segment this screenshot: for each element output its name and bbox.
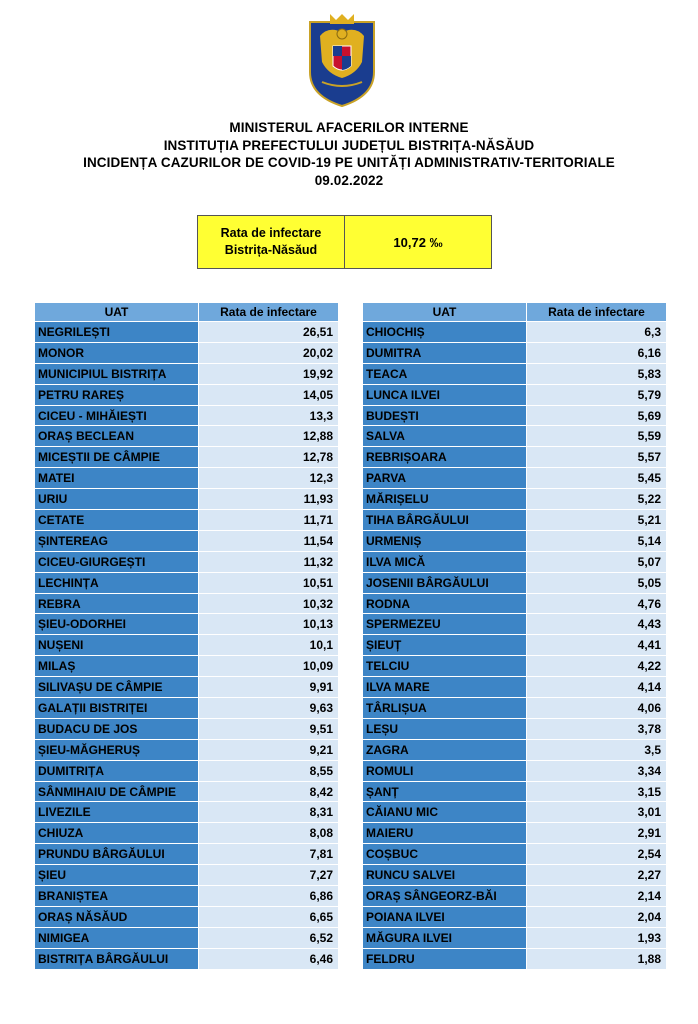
table-row xyxy=(35,468,339,489)
infection-rate: 4,06 xyxy=(527,698,667,719)
uat-name: DUMITRA xyxy=(363,342,527,363)
uat-name: BISTRIȚA BÂRGĂULUI xyxy=(35,948,199,969)
infection-rate: 3,5 xyxy=(527,739,667,760)
report-date: 09.02.2022 xyxy=(314,172,384,188)
uat-name: PARVA xyxy=(363,468,527,489)
table-row xyxy=(363,698,667,719)
infection-rate: 5,69 xyxy=(527,405,667,426)
uat-name: MAIERU xyxy=(363,823,527,844)
table-row xyxy=(363,551,667,572)
infection-rate: 5,05 xyxy=(527,572,667,593)
infection-rate: 12,78 xyxy=(199,447,339,468)
uat-name: ILVA MARE xyxy=(363,677,527,698)
infection-rate: 26,51 xyxy=(199,322,339,343)
table-row xyxy=(363,342,667,363)
uat-name: ORAȘ BECLEAN xyxy=(35,426,199,447)
table-row xyxy=(363,468,667,489)
uat-name: DUMITRIȚA xyxy=(35,760,199,781)
infection-rate: 8,55 xyxy=(199,760,339,781)
county-rate-label: Rata de infectare Bistrița-Năsăud xyxy=(198,216,345,268)
table-row xyxy=(35,530,339,551)
uat-name: GALAȚII BISTRIȚEI xyxy=(35,698,199,719)
infection-rate: 10,13 xyxy=(199,614,339,635)
uat-name: POIANA ILVEI xyxy=(363,906,527,927)
table-row xyxy=(363,844,667,865)
infection-rate: 3,15 xyxy=(527,781,667,802)
uat-name: PRUNDU BÂRGĂULUI xyxy=(35,844,199,865)
uat-name: ȘINTEREAG xyxy=(35,530,199,551)
uat-name: MONOR xyxy=(35,342,199,363)
table-row xyxy=(35,447,339,468)
table-row xyxy=(363,405,667,426)
infection-rate: 10,09 xyxy=(199,656,339,677)
infection-rate: 5,07 xyxy=(527,551,667,572)
infection-rate: 10,32 xyxy=(199,593,339,614)
table-row xyxy=(363,322,667,343)
table-row xyxy=(35,948,339,969)
table-row xyxy=(363,572,667,593)
uat-name: TELCIU xyxy=(363,656,527,677)
table-row xyxy=(35,656,339,677)
table-row xyxy=(363,489,667,510)
table-row xyxy=(35,718,339,739)
table-header-row xyxy=(35,303,339,322)
table-row xyxy=(35,593,339,614)
infection-rate: 8,31 xyxy=(199,802,339,823)
uat-name: TÂRLIȘUA xyxy=(363,698,527,719)
uat-name: ȘIEUȚ xyxy=(363,635,527,656)
uat-name: TEACA xyxy=(363,363,527,384)
column-header-uat: UAT xyxy=(35,303,199,322)
table-row xyxy=(35,677,339,698)
table-row xyxy=(35,405,339,426)
uat-name: ILVA MICĂ xyxy=(363,551,527,572)
infection-rate: 11,32 xyxy=(199,551,339,572)
uat-name: CETATE xyxy=(35,510,199,531)
infection-rate: 12,3 xyxy=(199,468,339,489)
infection-rate: 1,88 xyxy=(527,948,667,969)
infection-rate: 6,86 xyxy=(199,886,339,907)
uat-name: SÂNMIHAIU DE CÂMPIE xyxy=(35,781,199,802)
infection-rate: 3,34 xyxy=(527,760,667,781)
infection-rate: 5,22 xyxy=(527,489,667,510)
infection-rate: 6,46 xyxy=(199,948,339,969)
infection-rate: 2,54 xyxy=(527,844,667,865)
uat-name: ȘANȚ xyxy=(363,781,527,802)
report-title: INCIDENȚA CAZURILOR DE COVID-19 PE UNITĂȚI ADMINISTRATIV-TERITORIALE xyxy=(83,155,615,170)
infection-rate: 9,91 xyxy=(199,677,339,698)
uat-name: SPERMEZEU xyxy=(363,614,527,635)
table-row xyxy=(363,906,667,927)
table-row xyxy=(363,426,667,447)
uat-name: URIU xyxy=(35,489,199,510)
uat-name: BUDEȘTI xyxy=(363,405,527,426)
uat-name: NUȘENI xyxy=(35,635,199,656)
uat-name: REBRA xyxy=(35,593,199,614)
table-row xyxy=(35,698,339,719)
table-row xyxy=(363,865,667,886)
infection-rate: 11,71 xyxy=(199,510,339,531)
infection-rate: 6,65 xyxy=(199,906,339,927)
table-row xyxy=(363,886,667,907)
uat-name: CICEU - MIHĂIEȘTI xyxy=(35,405,199,426)
table-row xyxy=(363,656,667,677)
infection-rate: 4,76 xyxy=(527,593,667,614)
uat-name: ȘIEU-ODORHEI xyxy=(35,614,199,635)
column-header-uat: UAT xyxy=(363,303,527,322)
table-row xyxy=(35,886,339,907)
table-row xyxy=(363,593,667,614)
uat-name: RODNA xyxy=(363,593,527,614)
rates-table-right xyxy=(362,302,667,970)
uat-name: MATEI xyxy=(35,468,199,489)
infection-rate: 4,14 xyxy=(527,677,667,698)
infection-rate: 11,93 xyxy=(199,489,339,510)
uat-name: MĂRIȘELU xyxy=(363,489,527,510)
infection-rate: 8,42 xyxy=(199,781,339,802)
uat-name: MUNICIPIUL BISTRIȚA xyxy=(35,363,199,384)
uat-name: BRANIȘTEA xyxy=(35,886,199,907)
table-row xyxy=(363,739,667,760)
uat-name: JOSENII BÂRGĂULUI xyxy=(363,572,527,593)
uat-name: NIMIGEA xyxy=(35,927,199,948)
rates-table-left xyxy=(34,302,339,970)
infection-rate: 1,93 xyxy=(527,927,667,948)
county-rate-value: 10,72 ‰ xyxy=(393,234,443,250)
infection-rate: 4,41 xyxy=(527,635,667,656)
county-rate-box xyxy=(197,215,492,269)
uat-name: PETRU RAREȘ xyxy=(35,384,199,405)
table-row xyxy=(35,322,339,343)
table-row xyxy=(363,948,667,969)
uat-name: REBRIȘOARA xyxy=(363,447,527,468)
infection-rate: 19,92 xyxy=(199,363,339,384)
infection-rate: 20,02 xyxy=(199,342,339,363)
uat-name: SILIVAȘU DE CÂMPIE xyxy=(35,677,199,698)
uat-name: MICEȘTII DE CÂMPIE xyxy=(35,447,199,468)
infection-rate: 6,52 xyxy=(199,927,339,948)
infection-rate: 4,43 xyxy=(527,614,667,635)
table-row xyxy=(363,927,667,948)
uat-name: FELDRU xyxy=(363,948,527,969)
uat-name: CICEU-GIURGEȘTI xyxy=(35,551,199,572)
table-row xyxy=(363,447,667,468)
infection-rate: 9,63 xyxy=(199,698,339,719)
infection-rate: 11,54 xyxy=(199,530,339,551)
table-row xyxy=(363,614,667,635)
uat-name: LIVEZILE xyxy=(35,802,199,823)
table-row xyxy=(363,384,667,405)
table-row xyxy=(35,510,339,531)
table-row xyxy=(363,802,667,823)
table-row xyxy=(35,823,339,844)
table-row xyxy=(35,760,339,781)
infection-rate: 5,57 xyxy=(527,447,667,468)
uat-name: ORAȘ NĂSĂUD xyxy=(35,906,199,927)
uat-name: MILAȘ xyxy=(35,656,199,677)
uat-name: NEGRILEȘTI xyxy=(35,322,199,343)
uat-name: COȘBUC xyxy=(363,844,527,865)
uat-name: ORAȘ SÂNGEORZ-BĂI xyxy=(363,886,527,907)
infection-rate: 5,79 xyxy=(527,384,667,405)
table-row xyxy=(35,426,339,447)
table-row xyxy=(35,739,339,760)
uat-name: LUNCA ILVEI xyxy=(363,384,527,405)
table-row xyxy=(35,363,339,384)
uat-name: URMENIȘ xyxy=(363,530,527,551)
uat-name: ȘIEU xyxy=(35,865,199,886)
table-row xyxy=(35,635,339,656)
table-row xyxy=(363,635,667,656)
table-row xyxy=(35,802,339,823)
uat-name: CĂIANU MIC xyxy=(363,802,527,823)
institution-title: INSTITUȚIA PREFECTULUI JUDEȚUL BISTRIȚA-NĂSĂUD xyxy=(163,137,535,153)
table-row xyxy=(35,865,339,886)
uat-name: SALVA xyxy=(363,426,527,447)
uat-name: ROMULI xyxy=(363,760,527,781)
table-row xyxy=(35,342,339,363)
infection-rate: 10,1 xyxy=(199,635,339,656)
uat-name: TIHA BÂRGĂULUI xyxy=(363,510,527,531)
infection-rate: 2,14 xyxy=(527,886,667,907)
table-row xyxy=(363,781,667,802)
table-row xyxy=(35,489,339,510)
infection-rate: 12,88 xyxy=(199,426,339,447)
table-row xyxy=(363,510,667,531)
uat-name: LEȘU xyxy=(363,718,527,739)
uat-name: ȘIEU-MĂGHERUȘ xyxy=(35,739,199,760)
document-header xyxy=(0,119,698,189)
infection-rate: 14,05 xyxy=(199,384,339,405)
infection-rate: 7,81 xyxy=(199,844,339,865)
table-row xyxy=(35,614,339,635)
infection-rate: 5,45 xyxy=(527,468,667,489)
infection-rate: 10,51 xyxy=(199,572,339,593)
column-header-rate: Rata de infectare xyxy=(199,303,339,322)
infection-rate: 2,91 xyxy=(527,823,667,844)
uat-name: LECHINȚA xyxy=(35,572,199,593)
uat-name: CHIOCHIȘ xyxy=(363,322,527,343)
ministry-title: MINISTERUL AFACERILOR INTERNE xyxy=(229,120,469,135)
table-row xyxy=(363,718,667,739)
infection-rate: 6,3 xyxy=(527,322,667,343)
table-row xyxy=(35,844,339,865)
infection-rate: 4,22 xyxy=(527,656,667,677)
infection-rate: 2,27 xyxy=(527,865,667,886)
table-row xyxy=(363,677,667,698)
infection-rate: 5,14 xyxy=(527,530,667,551)
uat-name: RUNCU SALVEI xyxy=(363,865,527,886)
infection-rate: 13,3 xyxy=(199,405,339,426)
infection-rate: 5,59 xyxy=(527,426,667,447)
infection-rate: 3,78 xyxy=(527,718,667,739)
uat-name: ZAGRA xyxy=(363,739,527,760)
infection-rate: 9,21 xyxy=(199,739,339,760)
uat-name: BUDACU DE JOS xyxy=(35,718,199,739)
table-header-row xyxy=(363,303,667,322)
infection-rate: 5,83 xyxy=(527,363,667,384)
column-header-rate: Rata de infectare xyxy=(527,303,667,322)
table-row xyxy=(35,781,339,802)
table-row xyxy=(35,572,339,593)
table-row xyxy=(35,927,339,948)
table-row xyxy=(363,530,667,551)
infection-rate: 7,27 xyxy=(199,865,339,886)
uat-name: MĂGURA ILVEI xyxy=(363,927,527,948)
infection-rate: 2,04 xyxy=(527,906,667,927)
infection-rate: 9,51 xyxy=(199,718,339,739)
table-row xyxy=(363,823,667,844)
uat-name: CHIUZA xyxy=(35,823,199,844)
table-row xyxy=(35,906,339,927)
table-row xyxy=(35,551,339,572)
coat-of-arms-icon xyxy=(306,12,378,108)
infection-rate: 3,01 xyxy=(527,802,667,823)
table-row xyxy=(363,760,667,781)
infection-rate: 5,21 xyxy=(527,510,667,531)
infection-rate: 8,08 xyxy=(199,823,339,844)
infection-rate: 6,16 xyxy=(527,342,667,363)
table-row xyxy=(35,384,339,405)
table-row xyxy=(363,363,667,384)
